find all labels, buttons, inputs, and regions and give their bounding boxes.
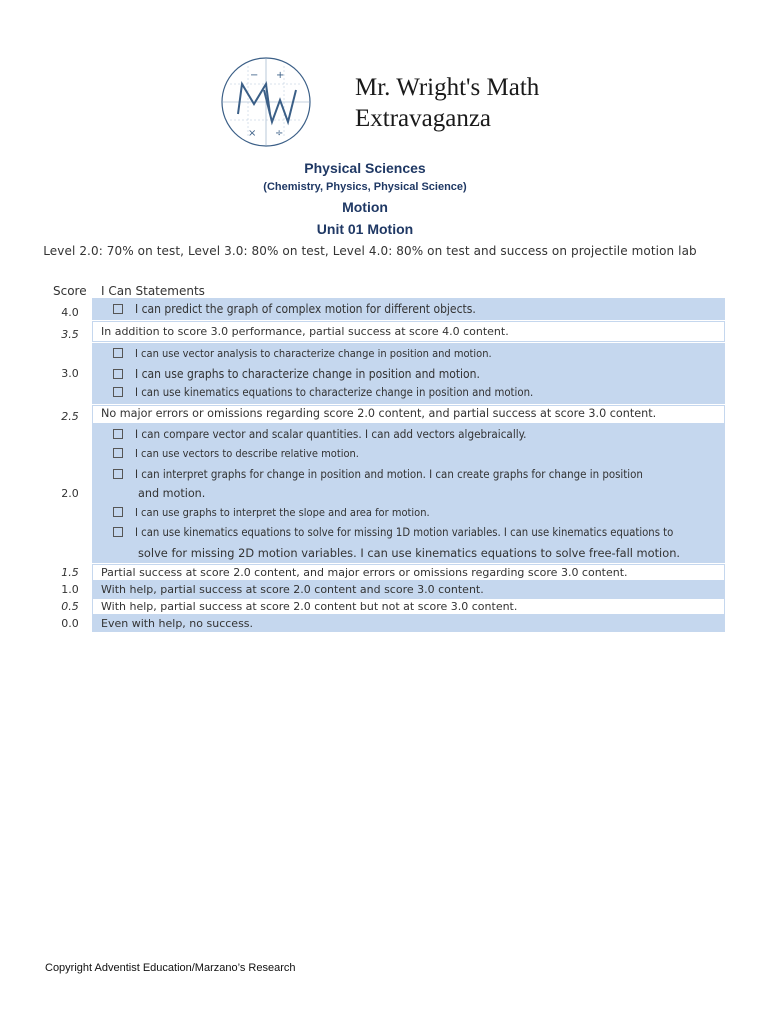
list-item-continuation: and motion. [138, 487, 206, 500]
checkbox-icon [113, 387, 123, 397]
score-0-0: 0.0 [61, 617, 79, 630]
row-3-5-text: In addition to score 3.0 performance, partial success at score 4.0 content. [101, 325, 509, 338]
copyright-footer: Copyright Adventist Education/Marzano’s Research [45, 962, 296, 974]
list-item: I can use kinematics equations to solve for missing 1D motion variables. I can use kinematics equations to [113, 523, 721, 543]
score-3-5: 3.5 [61, 328, 79, 341]
list-item: I can use graphs to interpret the slope and area for motion. [113, 503, 721, 523]
checkbox-icon [113, 507, 123, 517]
brand-line-1: Mr. Wright's Math [355, 74, 540, 101]
score-4-0: 4.0 [61, 306, 79, 319]
list-item: I can use kinematics equations to characterize change in position and motion. [113, 383, 721, 403]
brand-line-2: Extravaganza [355, 105, 492, 132]
list-item-continuation: solve for missing 2D motion variables. I can use kinematics equations to solve free-fall motion. [138, 546, 681, 560]
row-0-0-text: Even with help, no success. [101, 617, 254, 630]
row-1-5-text: Partial success at score 2.0 content, and major errors or omissions regarding score 3.0 content. [101, 566, 628, 579]
score-1-5: 1.5 [61, 566, 79, 579]
score-1-0: 1.0 [61, 583, 79, 596]
svg-text:+: + [276, 70, 285, 81]
brand-title [355, 72, 539, 134]
checkbox-icon [113, 448, 123, 458]
score-2-0: 2.0 [61, 487, 79, 500]
unit-heading: Unit 01 Motion [316, 221, 414, 237]
subject-heading: Physical Sciences [304, 160, 426, 176]
checkbox-icon [113, 527, 123, 537]
list-item: I can use vector analysis to characterize change in position and motion. [113, 344, 721, 364]
list-item: I can compare vector and scalar quantities. I can add vectors algebraically. [113, 424, 721, 444]
svg-text:÷: ÷ [275, 128, 284, 139]
svg-text:−: − [250, 70, 259, 81]
score-0-5: 0.5 [61, 600, 79, 613]
topic-heading: Motion [342, 199, 388, 215]
list-item: I can predict the graph of complex motion for different objects. [113, 299, 721, 319]
courses-subheading: (Chemistry, Physics, Physical Science) [263, 181, 467, 193]
score-2-5: 2.5 [61, 410, 79, 423]
checkbox-icon [113, 369, 123, 379]
score-3-0: 3.0 [61, 367, 79, 380]
mw-compass-logo-icon [220, 56, 312, 148]
statements-column-header: I Can Statements [101, 284, 205, 298]
row-0-5-text: With help, partial success at score 2.0 content but not at score 3.0 content. [101, 600, 518, 613]
list-item: I can use vectors to describe relative motion. [113, 444, 721, 464]
level-criteria: Level 2.0: 70% on test, Level 3.0: 80% on test, Level 4.0: 80% on test and success on projectile motion lab [43, 244, 697, 258]
list-item: I can use graphs to characterize change in position and motion. [113, 364, 721, 384]
list-item: I can interpret graphs for change in position and motion. I can create graphs for change in position [113, 464, 721, 484]
checkbox-icon [113, 304, 123, 314]
score-column-header: Score [53, 284, 87, 298]
row-2-5-text: No major errors or omissions regarding score 2.0 content, and partial success at score 3.0 content. [101, 407, 657, 420]
checkbox-icon [113, 429, 123, 439]
svg-text:×: × [248, 128, 257, 139]
row-1-0-text: With help, partial success at score 2.0 content and score 3.0 content. [101, 583, 484, 596]
checkbox-icon [113, 469, 123, 479]
checkbox-icon [113, 348, 123, 358]
